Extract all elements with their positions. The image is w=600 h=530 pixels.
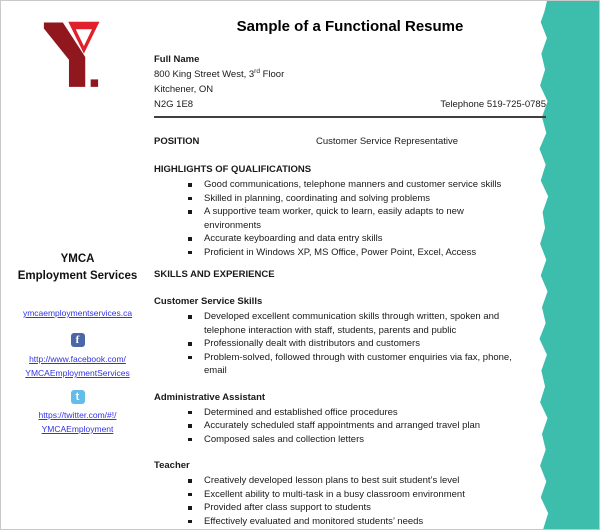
- bullet-item: Good communications, telephone manners and customer service skills: [187, 178, 519, 192]
- address-street: [154, 67, 546, 82]
- bullet-item: Accurately scheduled staff appointments and arranged travel plan: [187, 419, 519, 433]
- group-title-administrative-assistant: Administrative Assistant: [154, 391, 266, 403]
- bullet-item: Creatively developed lesson plans to best suit student’s level: [187, 474, 519, 488]
- position-label: POSITION: [154, 136, 200, 147]
- group-title-customer-service: Customer Service Skills: [154, 296, 263, 307]
- bullet-item: Proficient in Windows XP, MS Office, Power Point, Excel, Access: [187, 246, 519, 260]
- org-name-line2: Employment Services: [17, 270, 138, 282]
- administrative-assistant-list: [154, 406, 546, 447]
- ymca-logo-icon: [37, 15, 105, 95]
- page-title: Sample of a Functional Resume: [236, 18, 464, 35]
- facebook-link-line1: http://www.facebook.com/: [29, 354, 126, 364]
- bullet-item: Skilled in planning, coordinating and solving problems: [187, 192, 519, 206]
- facebook-link[interactable]: [1, 352, 154, 380]
- sidebar: [1, 1, 154, 530]
- skills-heading: SKILLS AND EXPERIENCE: [154, 269, 275, 280]
- teal-torn-strip: [537, 1, 599, 529]
- twitter-icon[interactable]: [71, 390, 85, 404]
- twitter-link-line1: https://twitter.com/#!/: [38, 410, 117, 420]
- highlights-heading: HIGHLIGHTS OF QUALIFICATIONS: [154, 164, 312, 175]
- twitter-icon-glyph: t: [75, 391, 80, 403]
- position-row: [154, 134, 546, 149]
- teacher-list: [154, 474, 546, 528]
- customer-service-list: [154, 310, 546, 378]
- group-title-teacher: Teacher: [154, 460, 190, 471]
- org-name-line1: YMCA: [60, 253, 95, 265]
- address-street-text: 800 King Street West, 3: [154, 69, 255, 80]
- facebook-icon[interactable]: [71, 333, 85, 347]
- address-ordinal: rd: [254, 67, 260, 75]
- position-value: Customer Service Representative: [316, 136, 459, 147]
- bullet-item: Composed sales and collection letters: [187, 433, 519, 447]
- address-city: Kitchener, ON: [154, 84, 214, 95]
- contact-block: [154, 52, 546, 112]
- bullet-item: Excellent ability to multi-task in a busy classroom environment: [187, 488, 519, 502]
- twitter-link-line2: YMCAEmployment: [41, 424, 114, 434]
- address-floor-text: Floor: [259, 69, 285, 80]
- highlights-list: [154, 178, 546, 259]
- bullet-item: Problem-solved, followed through with customer enquiries via fax, phone, email: [187, 351, 519, 378]
- facebook-link-line2: YMCAEmploymentServices: [25, 368, 130, 378]
- bullet-item: Accurate keyboarding and data entry skills: [187, 232, 519, 246]
- facebook-icon-glyph: f: [75, 334, 80, 346]
- bullet-item: Professionally dealt with distributors and customers: [187, 337, 519, 351]
- twitter-link[interactable]: [1, 408, 154, 436]
- bullet-item: Effectively evaluated and monitored students’ needs: [187, 515, 519, 529]
- header-divider: [154, 116, 546, 118]
- full-name: Full Name: [154, 54, 200, 65]
- address-postal: N2G 1E8: [154, 99, 194, 110]
- bullet-item: Provided after class support to students: [187, 501, 519, 515]
- bullet-item: Developed excellent communication skills through written, spoken and telephone interaction with staff, students, parents and public: [187, 310, 519, 337]
- org-name: [1, 251, 154, 285]
- bullet-item: A supportive team worker, quick to learn, easily adapts to new environments: [187, 205, 519, 232]
- telephone: Telephone 519-725-0785: [440, 99, 546, 110]
- postal-telephone-row: [154, 97, 546, 112]
- website-link[interactable]: ymcaemploymentservices.ca: [22, 308, 133, 318]
- bullet-item: Determined and established office procedures: [187, 406, 519, 420]
- resume-body: [154, 1, 546, 530]
